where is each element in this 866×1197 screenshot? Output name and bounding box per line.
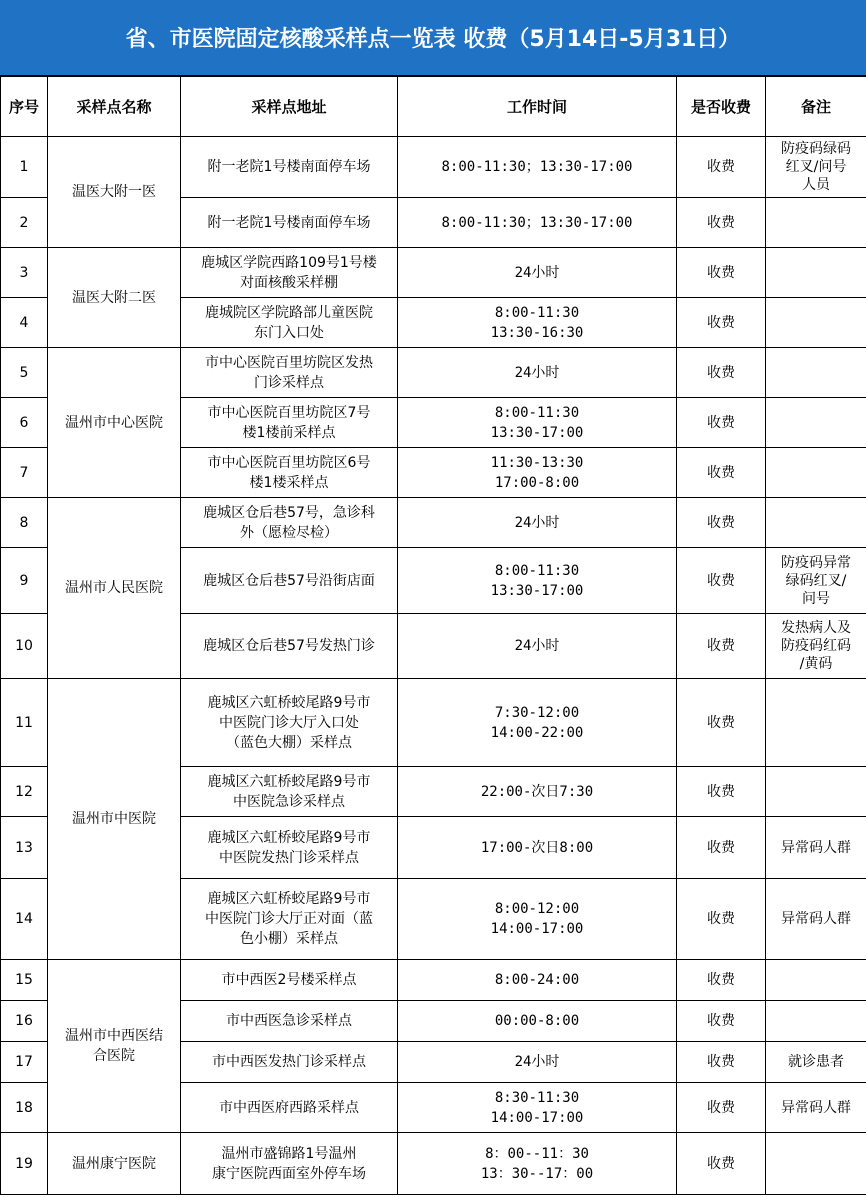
- hours-cell: 00:00-8:00: [398, 1001, 677, 1042]
- address-cell: 鹿城区六虹桥蛟尾路9号市 中医院门诊大厅入口处 （蓝色大棚）采样点: [181, 679, 398, 767]
- site-name-cell: 温州市中医院: [48, 679, 181, 960]
- seq-cell: 6: [1, 398, 48, 448]
- table-row: [1, 137, 866, 198]
- site-name-cell: 温医大附二医: [48, 248, 181, 348]
- address-cell: 鹿城区六虹桥蛟尾路9号市 中医院急诊采样点: [181, 767, 398, 817]
- hours-cell: 24小时: [398, 1042, 677, 1083]
- seq-cell: 17: [1, 1042, 48, 1083]
- fee-cell: 收费: [677, 448, 766, 498]
- table-row: [1, 1133, 866, 1195]
- header-fee: 是否收费: [677, 77, 766, 137]
- hours-cell: 22:00-次日7:30: [398, 767, 677, 817]
- hours-cell: 8:00-12:00 14:00-17:00: [398, 879, 677, 960]
- address-cell: 鹿城区六虹桥蛟尾路9号市 中医院门诊大厅正对面（蓝 色小棚）采样点: [181, 879, 398, 960]
- address-cell: 附一老院1号楼南面停车场: [181, 137, 398, 198]
- address-cell: 鹿城区学院西路109号1号楼 对面核酸采样棚: [181, 248, 398, 298]
- note-cell: [766, 248, 866, 298]
- seq-cell: 13: [1, 817, 48, 879]
- page-title: 省、市医院固定核酸采样点一览表 收费（5月14日-5月31日）: [0, 0, 866, 76]
- hours-cell: 24小时: [398, 348, 677, 398]
- header-address: 采样点地址: [181, 77, 398, 137]
- seq-cell: 15: [1, 960, 48, 1001]
- seq-cell: 2: [1, 198, 48, 248]
- fee-cell: 收费: [677, 1083, 766, 1133]
- note-cell: [766, 960, 866, 1001]
- table-row: [1, 679, 866, 767]
- hours-cell: 24小时: [398, 498, 677, 548]
- note-cell: [766, 498, 866, 548]
- address-cell: 鹿城区仓后巷57号，急诊科 外（愿检尽检）: [181, 498, 398, 548]
- seq-cell: 3: [1, 248, 48, 298]
- seq-cell: 19: [1, 1133, 48, 1195]
- hours-cell: 24小时: [398, 614, 677, 679]
- note-cell: 异常码人群: [766, 1083, 866, 1133]
- note-cell: [766, 1001, 866, 1042]
- hours-cell: 11:30-13:30 17:00-8:00: [398, 448, 677, 498]
- fee-cell: 收费: [677, 198, 766, 248]
- fee-cell: 收费: [677, 137, 766, 198]
- fee-cell: 收费: [677, 1042, 766, 1083]
- address-cell: 市中西医府西路采样点: [181, 1083, 398, 1133]
- hours-cell: 8:00-24:00: [398, 960, 677, 1001]
- note-cell: [766, 448, 866, 498]
- hours-cell: 8:00-11:30；13:30-17:00: [398, 198, 677, 248]
- address-cell: 鹿城区仓后巷57号发热门诊: [181, 614, 398, 679]
- hours-cell: 8：00--11：30 13：30--17：00: [398, 1133, 677, 1195]
- note-cell: [766, 679, 866, 767]
- note-cell: 异常码人群: [766, 879, 866, 960]
- hours-cell: 24小时: [398, 248, 677, 298]
- fee-cell: 收费: [677, 298, 766, 348]
- note-cell: 防疫码异常 绿码红叉/ 问号: [766, 548, 866, 614]
- note-cell: [766, 767, 866, 817]
- note-cell: [766, 398, 866, 448]
- hours-cell: 8:00-11:30；13:30-17:00: [398, 137, 677, 198]
- table-row: [1, 248, 866, 298]
- address-cell: 鹿城区仓后巷57号沿街店面: [181, 548, 398, 614]
- header-row: [1, 77, 866, 137]
- seq-cell: 4: [1, 298, 48, 348]
- seq-cell: 1: [1, 137, 48, 198]
- fee-cell: 收费: [677, 248, 766, 298]
- seq-cell: 12: [1, 767, 48, 817]
- fee-cell: 收费: [677, 960, 766, 1001]
- note-cell: [766, 198, 866, 248]
- address-cell: 市中心医院百里坊院区6号 楼1楼采样点: [181, 448, 398, 498]
- seq-cell: 8: [1, 498, 48, 548]
- seq-cell: 10: [1, 614, 48, 679]
- fee-cell: 收费: [677, 498, 766, 548]
- hours-cell: 8:00-11:30 13:30-16:30: [398, 298, 677, 348]
- site-name-cell: 温州康宁医院: [48, 1133, 181, 1195]
- hours-cell: 8:00-11:30 13:30-17:00: [398, 548, 677, 614]
- fee-cell: 收费: [677, 348, 766, 398]
- seq-cell: 14: [1, 879, 48, 960]
- sampling-sites-table: [0, 76, 866, 1195]
- header-name: 采样点名称: [48, 77, 181, 137]
- seq-cell: 5: [1, 348, 48, 398]
- address-cell: 市中心医院百里坊院区发热 门诊采样点: [181, 348, 398, 398]
- note-cell: 异常码人群: [766, 817, 866, 879]
- header-seq: 序号: [1, 77, 48, 137]
- fee-cell: 收费: [677, 767, 766, 817]
- fee-cell: 收费: [677, 614, 766, 679]
- note-cell: 就诊患者: [766, 1042, 866, 1083]
- hours-cell: 7:30-12:00 14:00-22:00: [398, 679, 677, 767]
- note-cell: [766, 348, 866, 398]
- address-cell: 温州市盛锦路1号温州 康宁医院西面室外停车场: [181, 1133, 398, 1195]
- site-name-cell: 温州市中心医院: [48, 348, 181, 498]
- seq-cell: 18: [1, 1083, 48, 1133]
- site-name-cell: 温医大附一医: [48, 137, 181, 248]
- note-cell: 防疫码绿码 红叉/问号 人员: [766, 137, 866, 198]
- address-cell: 市中心医院百里坊院区7号 楼1楼前采样点: [181, 398, 398, 448]
- seq-cell: 9: [1, 548, 48, 614]
- fee-cell: 收费: [677, 679, 766, 767]
- address-cell: 附一老院1号楼南面停车场: [181, 198, 398, 248]
- fee-cell: 收费: [677, 548, 766, 614]
- hours-cell: 17:00-次日8:00: [398, 817, 677, 879]
- address-cell: 市中西医发热门诊采样点: [181, 1042, 398, 1083]
- table-row: [1, 498, 866, 548]
- address-cell: 鹿城区六虹桥蛟尾路9号市 中医院发热门诊采样点: [181, 817, 398, 879]
- fee-cell: 收费: [677, 817, 766, 879]
- site-name-cell: 温州市中西医结 合医院: [48, 960, 181, 1133]
- table-row: [1, 960, 866, 1001]
- seq-cell: 7: [1, 448, 48, 498]
- seq-cell: 16: [1, 1001, 48, 1042]
- hours-cell: 8:30-11:30 14:00-17:00: [398, 1083, 677, 1133]
- fee-cell: 收费: [677, 398, 766, 448]
- note-cell: [766, 298, 866, 348]
- note-cell: [766, 1133, 866, 1195]
- note-cell: 发热病人及 防疫码红码 /黄码: [766, 614, 866, 679]
- seq-cell: 11: [1, 679, 48, 767]
- fee-cell: 收费: [677, 1001, 766, 1042]
- header-note: 备注: [766, 77, 866, 137]
- address-cell: 鹿城院区学院路部儿童医院 东门入口处: [181, 298, 398, 348]
- table-row: [1, 348, 866, 398]
- header-hours: 工作时间: [398, 77, 677, 137]
- address-cell: 市中西医急诊采样点: [181, 1001, 398, 1042]
- address-cell: 市中西医2号楼采样点: [181, 960, 398, 1001]
- fee-cell: 收费: [677, 879, 766, 960]
- fee-cell: 收费: [677, 1133, 766, 1195]
- site-name-cell: 温州市人民医院: [48, 498, 181, 679]
- hours-cell: 8:00-11:30 13:30-17:00: [398, 398, 677, 448]
